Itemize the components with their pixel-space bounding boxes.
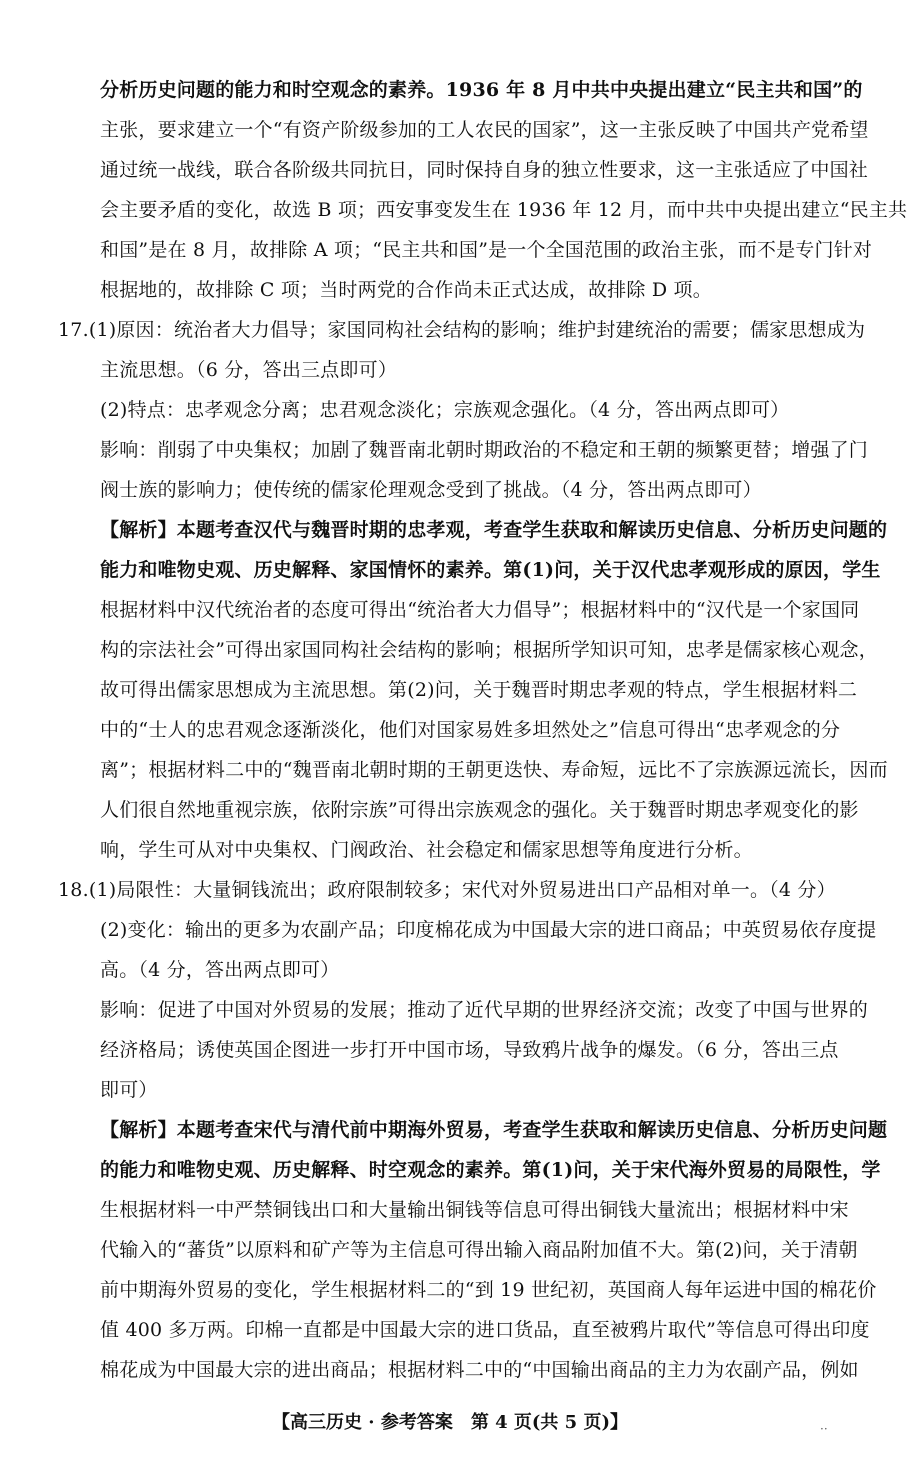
question-number: 17. — [58, 319, 89, 341]
text-line: (1)局限性：大量铜钱流出；政府限制较多；宋代对外贸易进出口产品相对单一。（4 分） — [88, 879, 836, 901]
text-line: 影响：促进了中国对外贸易的发展；推动了近代早期的世界经济交流；改变了中国与世界的 — [100, 999, 869, 1021]
corner-mark: ·· — [820, 1422, 828, 1436]
text-line: 分析历史问题的能力和时空观念的素养。1936 年 8 月中共中央提出建立“民主共和国”的 — [100, 79, 863, 101]
analysis-line: 故可得出儒家思想成为主流思想。第(2)问，关于魏晋时期忠孝观的特点，学生根据材料二 — [100, 679, 858, 701]
text-line: 影响：削弱了中央集权；加剧了魏晋南北朝时期政治的不稳定和王朝的频繁更替；增强了门 — [100, 439, 869, 461]
analysis-line: 前中期海外贸易的变化，学生根据材料二的“到 19 世纪初，英国商人每年运进中国的棉花价 — [100, 1279, 877, 1301]
analysis-line: 生根据材料一中严禁铜钱出口和大量输出铜钱等信息可得出铜钱大量流出；根据材料中宋 — [100, 1199, 849, 1221]
analysis-line: 【解析】本题考查宋代与清代前中期海外贸易，考查学生获取和解读历史信息、分析历史问题 — [100, 1119, 888, 1141]
analysis-line: 棉花成为中国最大宗的进出商品；根据材料二中的“中国输出商品的主力为农副产品，例如 — [100, 1359, 859, 1381]
text-line: 根据地的，故排除 C 项；当时两党的合作尚未正式达成，故排除 D 项。 — [100, 279, 712, 301]
question-17 — [58, 310, 888, 870]
analysis-line: 的能力和唯物史观、历史解释、时空观念的素养。第(1)问，关于宋代海外贸易的局限性，学 — [100, 1159, 881, 1181]
analysis-line: 代输入的“蕃货”以原料和矿产等为主信息可得出输入商品附加值不大。第(2)问，关于清朝 — [100, 1239, 858, 1261]
analysis-line: 能力和唯物史观、历史解释、家国情怀的素养。第(1)问，关于汉代忠孝观形成的原因，学生 — [100, 559, 881, 581]
analysis-line: 【解析】本题考查汉代与魏晋时期的忠孝观，考查学生获取和解读历史信息、分析历史问题的 — [100, 519, 888, 541]
text-line: 经济格局；诱使英国企图进一步打开中国市场，导致鸦片战争的爆发。（6 分，答出三点 — [100, 1039, 839, 1061]
analysis-line: 人们很自然地重视宗族，依附宗族”可得出宗族观念的强化。关于魏晋时期忠孝观变化的影 — [100, 799, 859, 821]
text-line: 通过统一战线，联合各阶级共同抗日，同时保持自身的独立性要求，这一主张适应了中国社 — [100, 159, 869, 181]
analysis-line: 构的宗法社会”可得出家国同构社会结构的影响；根据所学知识可知，忠孝是儒家核心观念， — [100, 639, 878, 661]
page-footer: 【高三历史 · 参考答案 第 4 页(共 5 页)】 — [272, 1412, 628, 1433]
analysis-line: 中的“士人的忠君观念逐渐淡化，他们对国家易姓多坦然处之”信息可得出“忠孝观念的分 — [100, 719, 841, 741]
question-18 — [58, 870, 888, 1390]
text-line: 主流思想。（6 分，答出三点即可） — [100, 359, 398, 381]
text-line: 阀士族的影响力；使传统的儒家伦理观念受到了挑战。（4 分，答出两点即可） — [100, 479, 762, 501]
analysis-line: 离”；根据材料二中的“魏晋南北朝时期的王朝更迭快、寿命短，远比不了宗族源远流长，因而 — [100, 759, 888, 781]
analysis-line: 响，学生可从对中央集权、门阀政治、社会稳定和儒家思想等角度进行分析。 — [100, 839, 753, 861]
text-line: 会主要矛盾的变化，故选 B 项；西安事变发生在 1936 年 12 月，而中共中央提出建立“民主共 — [100, 199, 907, 221]
text-line: 高。（4 分，答出两点即可） — [100, 959, 340, 981]
analysis-line: 值 400 多万两。印棉一直都是中国最大宗的进口货品，直至被鸦片取代”等信息可得出印度 — [100, 1319, 870, 1341]
analysis-line: 根据材料中汉代统治者的态度可得出“统治者大力倡导”；根据材料中的“汉代是一个家国同 — [100, 599, 860, 621]
text-line: 即可） — [100, 1079, 158, 1101]
text-line: (2)变化：输出的更多为农副产品；印度棉花成为中国最大宗的进口商品；中英贸易依存度提 — [100, 919, 877, 941]
text-line: 主张，要求建立一个“有资产阶级参加的工人农民的国家”，这一主张反映了中国共产党希望 — [100, 119, 869, 141]
question-number: 18. — [58, 879, 89, 901]
text-line: (2)特点：忠孝观念分离；忠君观念淡化；宗族观念强化。（4 分，答出两点即可） — [100, 399, 790, 421]
text-line: (1)原因：统治者大力倡导；家国同构社会结构的影响；维护封建统治的需要；儒家思想成为 — [88, 319, 866, 341]
prev-answer-continuation — [100, 70, 907, 310]
text-line: 和国”是在 8 月，故排除 A 项；“民主共和国”是一个全国范围的政治主张，而不是专门针对 — [100, 239, 873, 261]
